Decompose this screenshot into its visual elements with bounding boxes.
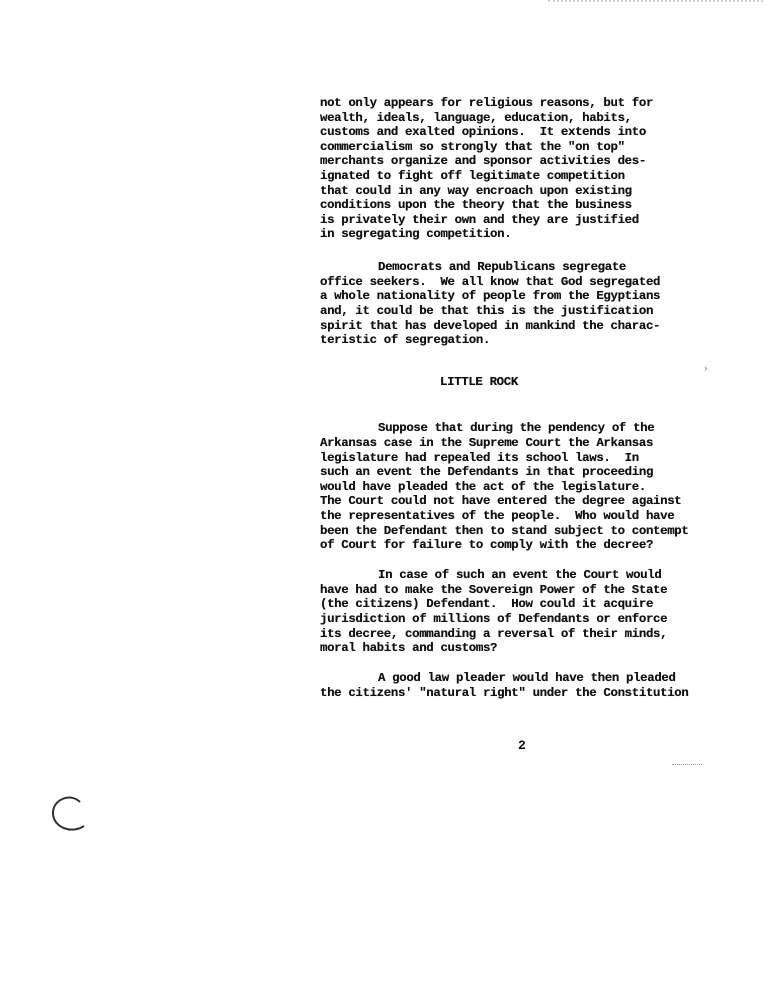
text-line: [320, 671, 720, 686]
paragraph-p3: [320, 421, 720, 552]
line-text: the representatives of the people. Who would have: [320, 509, 675, 524]
line-text: wealth, ideals, language, education, habits,: [320, 110, 632, 125]
line-text: Arkansas case in the Supreme Court the Arkansas: [320, 436, 654, 451]
line-text: A good law pleader would have then pleaded: [378, 671, 676, 686]
text-line: [320, 612, 720, 627]
paragraph-spacer: [320, 553, 720, 568]
line-text: in segregating competition.: [320, 227, 512, 242]
scan-artifact-mark: ›: [703, 364, 709, 374]
line-text: and, it could be that this is the justification: [320, 303, 654, 318]
line-text: commercialism so strongly that the "on top": [320, 139, 625, 154]
text-line: [320, 627, 720, 642]
text-line: [320, 583, 720, 598]
section-heading: LITTLE ROCK: [440, 374, 518, 389]
text-line: [320, 480, 720, 495]
text-line: [320, 260, 720, 275]
line-text: would have pleaded the act of the legislature.: [320, 479, 646, 494]
line-text: merchants organize and sponsor activities des-: [320, 154, 646, 169]
line-text: spirit that has developed in mankind the charac-: [320, 318, 661, 333]
text-line: [320, 333, 720, 348]
text-line: [320, 198, 720, 213]
text-line: [320, 169, 720, 184]
line-text: office seekers. We all know that God segregated: [320, 274, 661, 289]
text-line: [320, 436, 720, 451]
text-line: [320, 154, 720, 169]
text-line: [320, 538, 720, 553]
text-line: [320, 184, 720, 199]
line-text: customs and exalted opinions. It extends into: [320, 125, 646, 140]
paragraph-spacer: [320, 389, 720, 421]
line-text: Democrats and Republicans segregate: [378, 260, 626, 275]
line-text: ignated to fight off legitimate competition: [320, 168, 625, 183]
scan-edge-mark: [548, 0, 763, 5]
line-text: that could in any way encroach upon existing: [320, 183, 632, 198]
text-line: [320, 289, 720, 304]
text-line: [320, 319, 720, 334]
line-text: been the Defendant then to stand subject to contempt: [320, 523, 689, 538]
paragraph-spacer: [320, 242, 720, 260]
text-line: [320, 111, 720, 126]
line-text: (the citizens) Defendant. How could it acquire: [320, 597, 654, 612]
line-text: teristic of segregation.: [320, 333, 491, 348]
text-line: [320, 96, 720, 111]
line-text: The Court could not have entered the degree against: [320, 494, 682, 509]
text-line: [320, 597, 720, 612]
document-body: [320, 96, 720, 700]
line-text: its decree, commanding a reversal of their minds,: [320, 626, 668, 641]
line-text: In case of such an event the Court would: [378, 568, 662, 583]
paragraph-spacer: [320, 366, 720, 375]
line-text: is privately their own and they are justified: [320, 212, 639, 227]
paragraph-p2: [320, 260, 720, 348]
line-text: the citizens' "natural right" under the Constitution: [320, 685, 689, 700]
paragraph-p1: [320, 96, 720, 242]
text-line: [320, 465, 720, 480]
scan-artifact-dots: [672, 764, 702, 765]
text-line: [320, 509, 720, 524]
line-text: of Court for failure to comply with the decree?: [320, 538, 654, 553]
text-line: [320, 227, 720, 242]
punch-hole-mark: [50, 794, 86, 834]
paragraph-p5: [320, 671, 720, 700]
line-text: conditions upon the theory that the business: [320, 198, 632, 213]
text-line: [320, 568, 720, 583]
paragraph-spacer: [320, 348, 720, 366]
text-line: [320, 304, 720, 319]
line-text: a whole nationality of people from the Egyptians: [320, 289, 661, 304]
paragraph-p4: [320, 568, 720, 656]
line-text: jurisdiction of millions of Defendants or enforce: [320, 611, 668, 626]
text-line: [320, 494, 720, 509]
text-line: [320, 125, 720, 140]
text-line: [320, 686, 720, 701]
line-text: not only appears for religious reasons, but for: [320, 96, 654, 110]
line-text: such an event the Defendants in that proceeding: [320, 465, 654, 480]
text-line: [320, 213, 720, 228]
paragraph-spacer: [320, 656, 720, 671]
line-text: moral habits and customs?: [320, 641, 498, 656]
text-line: [320, 451, 720, 466]
page-number: 2: [518, 738, 526, 753]
text-line: [320, 641, 720, 656]
text-line: [320, 524, 720, 539]
line-text: legislature had repealed its school laws. In: [320, 450, 639, 465]
line-text: have had to make the Sovereign Power of the State: [320, 582, 668, 597]
line-text: Suppose that during the pendency of the: [378, 421, 655, 436]
text-line: [320, 421, 720, 436]
text-line: [320, 275, 720, 290]
text-line: [320, 140, 720, 155]
